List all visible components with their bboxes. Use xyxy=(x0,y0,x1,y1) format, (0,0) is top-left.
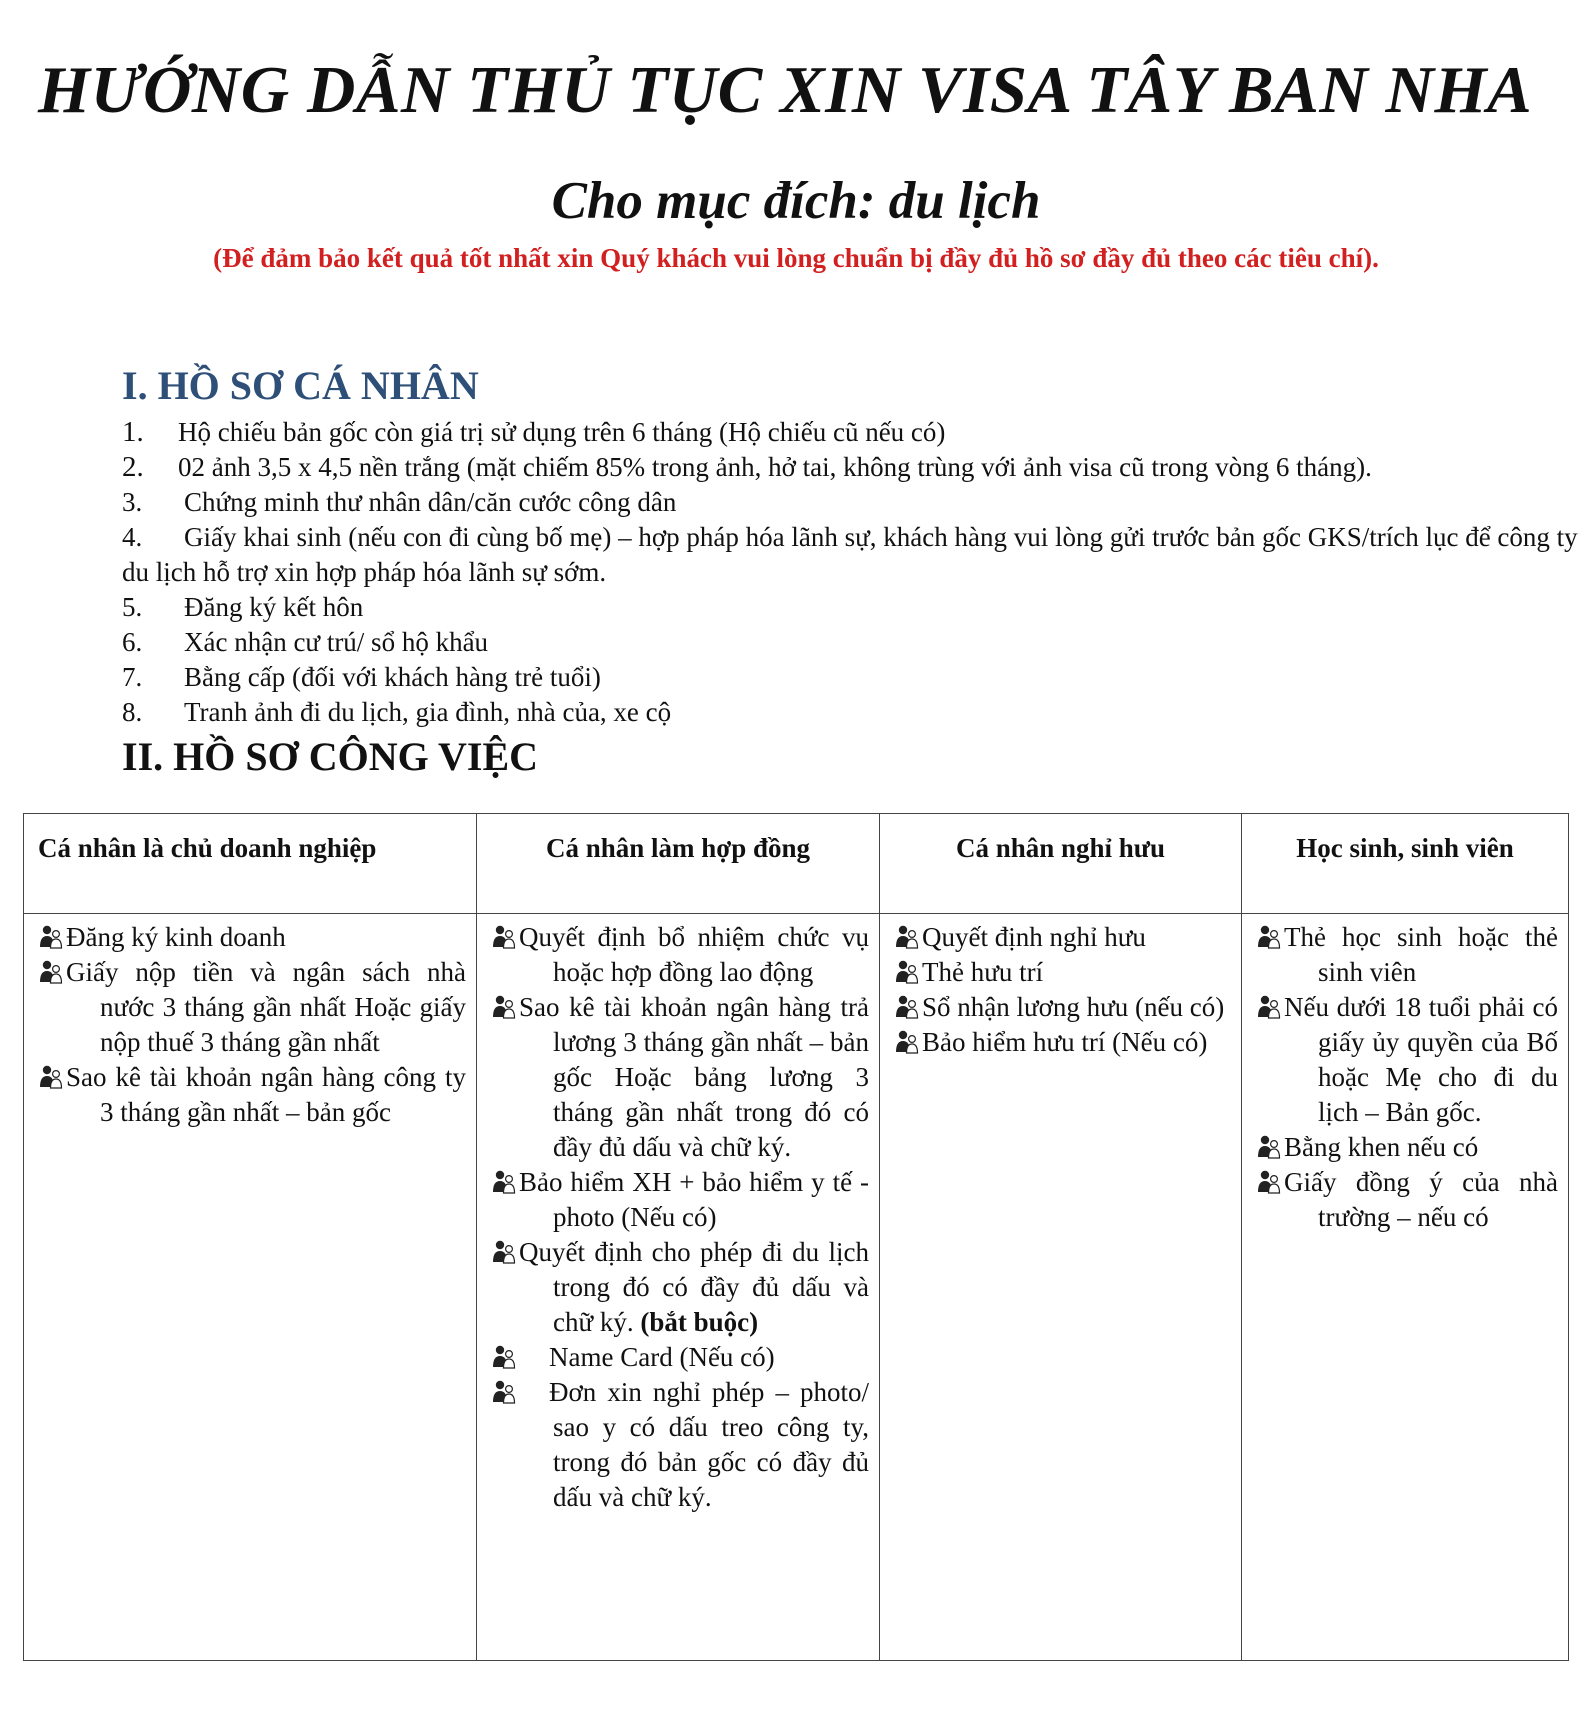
people-pair-icon xyxy=(1256,925,1282,949)
list-item xyxy=(38,955,466,1060)
list-item-text: Sổ nhận lương hưu (nếu có) xyxy=(922,992,1225,1022)
list-number: 6. xyxy=(122,627,143,657)
list-item-text: Quyết định cho phép đi du lịch trong đó có đầy đủ dấu và chữ ký. xyxy=(519,1237,869,1337)
list-item-text: Đăng ký kinh doanh xyxy=(66,922,286,952)
people-pair-icon xyxy=(491,925,517,949)
list-item-text: Hộ chiếu bản gốc còn giá trị sử dụng trên 6 tháng (Hộ chiếu cũ nếu có) xyxy=(178,417,946,447)
people-pair-icon xyxy=(894,960,920,984)
list-number: 7. xyxy=(122,662,143,692)
personal-documents-list xyxy=(122,415,1582,730)
student-cell xyxy=(1242,914,1569,1661)
list-item xyxy=(122,695,1582,730)
list-item xyxy=(491,1340,869,1375)
list-item-text: Chứng minh thư nhân dân/căn cước công dân xyxy=(184,487,677,517)
list-number: 8. xyxy=(122,697,143,727)
list-item xyxy=(1256,990,1558,1130)
list-item-text: Bằng cấp (đối với khách hàng trẻ tuổi) xyxy=(184,662,601,692)
section-work-heading: II. HỒ SƠ CÔNG VIỆC xyxy=(122,734,539,779)
list-item xyxy=(122,415,1582,450)
list-number: 2. xyxy=(122,451,144,483)
list-item xyxy=(1256,920,1558,990)
list-item xyxy=(894,955,1231,990)
column-header-student: Học sinh, sinh viên xyxy=(1242,814,1569,914)
list-item-text: Xác nhận cư trú/ sổ hộ khẩu xyxy=(184,627,489,657)
people-pair-icon xyxy=(1256,1170,1282,1194)
list-item-text: Quyết định nghỉ hưu xyxy=(922,922,1146,952)
section-personal-heading: I. HỒ SƠ CÁ NHÂN xyxy=(122,363,479,408)
list-item-text: Nếu dưới 18 tuổi phải có giấy ủy quyền của Bố hoặc Mẹ cho đi du lịch – Bản gốc. xyxy=(1284,992,1558,1127)
list-number: 1. xyxy=(122,416,144,448)
retired-cell xyxy=(880,914,1242,1661)
people-pair-icon xyxy=(38,960,64,984)
list-item xyxy=(894,920,1231,955)
list-item xyxy=(38,920,466,955)
list-item xyxy=(122,450,1582,485)
list-item xyxy=(38,1060,466,1130)
list-item-text: Đơn xin nghỉ phép – photo/ sao y có dấu treo công ty, trong đó bản gốc có đầy đủ dấu và chữ ký. xyxy=(549,1377,869,1512)
list-item xyxy=(894,1025,1231,1060)
list-item xyxy=(491,990,869,1165)
people-pair-icon xyxy=(491,1380,517,1404)
list-item-text: Giấy khai sinh (nếu con đi cùng bố mẹ) – hợp pháp hóa lãnh sự, khách hàng vui lòng gửi trước bản gốc GKS/trích lục để công ty du lịch hỗ trợ xin hợp pháp hóa lãnh sự sớm. xyxy=(122,522,1578,587)
people-pair-icon xyxy=(491,1345,517,1369)
list-item xyxy=(122,660,1582,695)
list-item xyxy=(491,1375,869,1515)
people-pair-icon xyxy=(1256,995,1282,1019)
list-item-text: Quyết định bổ nhiệm chức vụ hoặc hợp đồng lao động xyxy=(519,922,869,987)
list-item-text: Bảo hiểm XH + bảo hiểm y tế - photo (Nếu có) xyxy=(519,1167,869,1232)
mandatory-note: (bắt buộc) xyxy=(640,1307,759,1337)
list-item-text: Sao kê tài khoản ngân hàng trả lương 3 tháng gần nhất – bản gốc Hoặc bảng lương 3 tháng gần nhất trong đó có đầy đủ dấu và chữ ký. xyxy=(519,992,869,1162)
business-owner-cell xyxy=(24,914,477,1661)
list-item xyxy=(122,625,1582,660)
list-item-text: Bằng khen nếu có xyxy=(1284,1132,1479,1162)
list-item-text: Sao kê tài khoản ngân hàng công ty 3 tháng gần nhất – bản gốc xyxy=(66,1062,466,1127)
list-item xyxy=(122,520,1582,590)
column-header-contract-employee: Cá nhân làm hợp đồng xyxy=(477,814,880,914)
people-pair-icon xyxy=(38,925,64,949)
list-item xyxy=(491,920,869,990)
people-pair-icon xyxy=(491,1240,517,1264)
people-pair-icon xyxy=(1256,1135,1282,1159)
people-pair-icon xyxy=(894,925,920,949)
people-pair-icon xyxy=(894,995,920,1019)
people-pair-icon xyxy=(491,1170,517,1194)
list-item-text: Thẻ hưu trí xyxy=(922,957,1044,987)
list-item xyxy=(894,990,1231,1025)
table-row xyxy=(24,914,1569,1661)
list-item-text: Bảo hiểm hưu trí (Nếu có) xyxy=(922,1027,1208,1057)
list-item-text: Thẻ học sinh hoặc thẻ sinh viên xyxy=(1284,922,1558,987)
list-number: 4. xyxy=(122,522,143,552)
list-item xyxy=(1256,1130,1558,1165)
contract-employee-cell xyxy=(477,914,880,1661)
document-subtitle: Cho mục đích: du lịch xyxy=(551,172,1041,230)
list-number: 5. xyxy=(122,592,143,622)
people-pair-icon xyxy=(491,995,517,1019)
people-pair-icon xyxy=(38,1065,64,1089)
list-item-text: Giấy đồng ý của nhà trường – nếu có xyxy=(1284,1167,1558,1232)
list-item xyxy=(491,1235,869,1340)
list-item xyxy=(1256,1165,1558,1235)
document-title: HƯỚNG DẪN THỦ TỤC XIN VISA TÂY BAN NHA xyxy=(38,53,1533,127)
column-header-business-owner: Cá nhân là chủ doanh nghiệp xyxy=(24,814,477,914)
list-item-text: Giấy nộp tiền và ngân sách nhà nước 3 tháng gần nhất Hoặc giấy nộp thuế 3 tháng gần nhất xyxy=(66,957,466,1057)
list-item xyxy=(491,1165,869,1235)
table-header-row xyxy=(24,814,1569,914)
list-item xyxy=(122,485,1582,520)
list-item-text: Tranh ảnh đi du lịch, gia đình, nhà của, xe cộ xyxy=(184,697,672,727)
list-item-text: 02 ảnh 3,5 x 4,5 nền trắng (mặt chiếm 85% trong ảnh, hở tai, không trùng với ảnh visa cũ trong vòng 6 tháng). xyxy=(178,452,1372,482)
list-item-text: Đăng ký kết hôn xyxy=(184,592,364,622)
column-header-retired: Cá nhân nghỉ hưu xyxy=(880,814,1242,914)
list-number: 3. xyxy=(122,487,143,517)
document-notice: (Để đảm bảo kết quả tốt nhất xin Quý khách vui lòng chuẩn bị đầy đủ hồ sơ đầy đủ theo các tiêu chí). xyxy=(213,243,1379,273)
list-item-text: Name Card (Nếu có) xyxy=(549,1342,775,1372)
work-documents-table xyxy=(23,813,1569,1661)
list-item xyxy=(122,590,1582,625)
people-pair-icon xyxy=(894,1030,920,1054)
